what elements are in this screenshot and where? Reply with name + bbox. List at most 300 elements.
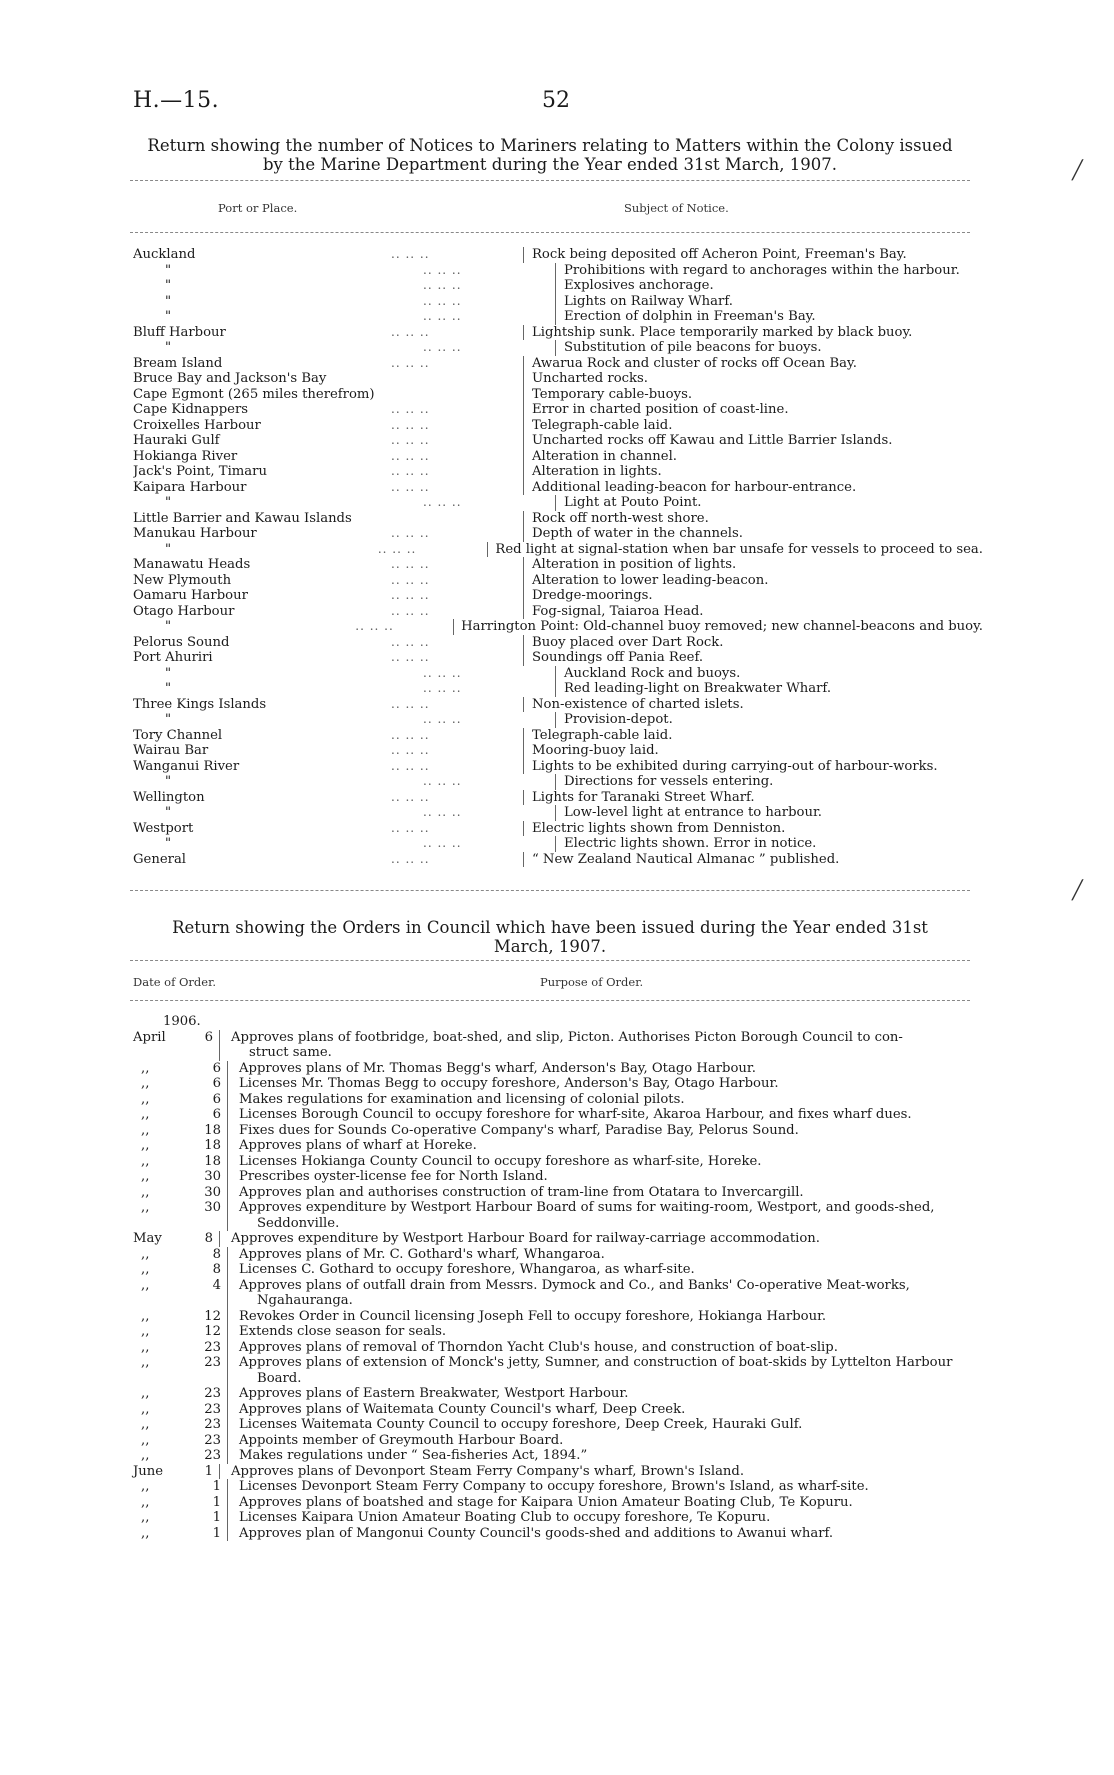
notices-title-line2: by the Marine Department during the Year ended 31st March, 1907. [262, 155, 838, 174]
notice-row [133, 356, 983, 372]
order-row [133, 1123, 983, 1139]
leader-dots: .. .. .. [391, 650, 430, 664]
notice-port: Bruce Bay and Jackson's Bay [133, 371, 327, 386]
order-row [133, 1200, 983, 1231]
order-month: June [133, 1463, 164, 1479]
notice-row [133, 852, 983, 868]
leader-dots: .. .. .. [423, 495, 462, 509]
leader-dots: .. .. .. [423, 836, 462, 850]
column-separator [227, 1355, 229, 1386]
order-purpose-text: Approves plans of wharf at Horeke. [239, 1138, 477, 1153]
order-day: 8 [212, 1246, 221, 1262]
order-day: 18 [204, 1153, 221, 1169]
notice-port: " [165, 541, 172, 557]
order-row [133, 1061, 983, 1077]
order-day: 23 [204, 1339, 221, 1355]
notice-port: Wanganui River [133, 758, 240, 774]
order-purpose-text: Approves plans of outfall drain from Messrs. Dymock and Co., and Banks' Co-operative Meat-works, [239, 1277, 910, 1293]
notices-table [133, 247, 983, 867]
order-day: 23 [204, 1417, 221, 1432]
order-purpose [239, 1123, 983, 1139]
notice-row [133, 495, 983, 511]
order-purpose [239, 1417, 983, 1433]
order-row [133, 1169, 983, 1185]
leader-dots: .. .. .. [423, 805, 462, 819]
orders-col-purpose: Purpose of Order. [540, 975, 644, 989]
order-row [133, 1464, 983, 1480]
order-purpose-text: Fixes dues for Sounds Co-operative Company's wharf, Paradise Bay, Pelorus Sound. [239, 1122, 799, 1138]
notice-row [133, 294, 983, 310]
notice-row [133, 542, 983, 558]
notice-port: Pelorus Sound [133, 634, 230, 650]
column-separator [523, 573, 528, 589]
order-month: ,, [141, 1401, 150, 1417]
order-day: 23 [204, 1432, 221, 1448]
column-separator [227, 1479, 229, 1495]
column-separator [555, 340, 560, 356]
leader-dots: .. .. .. [391, 758, 430, 773]
notice-subject: Temporary cable-buoys. [532, 386, 693, 402]
column-separator [523, 402, 528, 418]
column-separator [523, 821, 528, 837]
notices-col-port: Port or Place. [218, 201, 298, 215]
order-month: ,, [141, 1184, 150, 1200]
notice-subject: “ New Zealand Nautical Almanac ” published. [532, 851, 840, 867]
notice-row [133, 371, 983, 387]
order-day: 6 [212, 1076, 221, 1091]
document-reference: H.—15. [133, 88, 220, 113]
notice-subject: Lights to be exhibited during carrying-out of harbour-works. [532, 758, 938, 774]
order-month: ,, [141, 1060, 150, 1076]
column-separator [227, 1278, 229, 1309]
order-day: 6 [212, 1060, 221, 1076]
notice-port: " [165, 619, 172, 634]
notice-subject: Erection of dolphin in Freeman's Bay. [564, 309, 816, 324]
column-separator [227, 1495, 229, 1511]
column-separator [523, 371, 528, 387]
order-row [133, 1340, 983, 1356]
column-separator [523, 604, 528, 620]
notice-subject: Soundings off Pania Reef. [532, 650, 704, 665]
leader-dots: .. .. .. [391, 588, 430, 602]
order-month: ,, [141, 1432, 150, 1448]
leader-dots: .. .. .. [355, 619, 394, 633]
column-separator [523, 697, 528, 713]
order-purpose-continuation: Ngahauranga. [257, 1293, 353, 1308]
notice-subject: Substitution of pile beacons for buoys. [564, 340, 822, 355]
notice-row [133, 449, 983, 465]
notices-title [130, 136, 970, 174]
column-separator [227, 1076, 229, 1092]
notice-subject: Lights for Taranaki Street Wharf. [532, 789, 755, 805]
notice-row [133, 402, 983, 418]
column-separator [523, 526, 528, 542]
column-separator [523, 511, 528, 527]
order-purpose-continuation: Seddonville. [257, 1215, 340, 1231]
column-separator [219, 1464, 221, 1480]
column-separator [227, 1402, 229, 1418]
order-day: 1 [212, 1525, 221, 1541]
column-separator [555, 681, 560, 697]
leader-dots: .. .. .. [391, 743, 430, 757]
leader-dots: .. .. .. [377, 541, 417, 556]
order-purpose-text: Prescribes oyster-license fee for North Island. [239, 1169, 548, 1184]
order-month: ,, [141, 1417, 150, 1432]
notice-port: " [165, 293, 172, 309]
notice-row [133, 433, 983, 449]
column-separator [523, 557, 528, 573]
notice-row [133, 836, 983, 852]
notices-title-line1: Return showing the number of Notices to Mariners relating to Matters within the Colony issued [147, 136, 953, 155]
notice-port: " [165, 681, 172, 696]
notice-port: Port Ahuriri [133, 650, 213, 665]
notice-subject: Awarua Rock and cluster of rocks off Ocean Bay. [532, 355, 857, 371]
orders-title [130, 918, 970, 956]
notice-subject: Directions for vessels entering. [564, 774, 774, 789]
leader-dots: .. .. .. [391, 789, 430, 804]
column-separator [219, 1030, 221, 1061]
notice-subject: Uncharted rocks. [532, 371, 648, 386]
order-row [133, 1324, 983, 1340]
leader-dots: .. .. .. [391, 448, 430, 463]
column-separator [523, 790, 528, 806]
order-day: 4 [212, 1277, 221, 1293]
orders-title-line1: Return showing the Orders in Council which have been issued during the Year ended 31st [172, 918, 928, 937]
notice-subject: Red light at signal-station when bar unsafe for vessels to proceed to sea. [495, 541, 983, 557]
column-separator [555, 712, 560, 728]
order-month: ,, [141, 1169, 150, 1184]
order-purpose-text: Approves plans of footbridge, boat-shed, and slip, Picton. Authorises Picton Borough Council to con- [231, 1029, 903, 1045]
order-row [133, 1355, 983, 1386]
orders-header-rule [130, 1000, 970, 1001]
order-purpose [239, 1526, 983, 1542]
leader-dots: .. .. .. [391, 820, 430, 835]
margin-mark: ╱ [1072, 160, 1083, 181]
order-row [133, 1247, 983, 1263]
column-separator [555, 495, 560, 511]
order-day: 23 [204, 1386, 221, 1401]
notice-port: Tory Channel [133, 727, 223, 743]
column-separator [555, 278, 560, 294]
leader-dots: .. .. .. [423, 309, 462, 323]
column-separator [227, 1138, 229, 1154]
column-separator [523, 852, 528, 868]
leader-dots: .. .. .. [391, 727, 430, 742]
notice-port: Manukau Harbour [133, 526, 257, 541]
order-purpose-text: Approves plans of Devonport Steam Ferry Company's wharf, Brown's Island. [231, 1463, 745, 1479]
order-month: ,, [141, 1200, 150, 1215]
column-separator [523, 449, 528, 465]
notice-port: " [165, 805, 172, 820]
order-row [133, 1030, 983, 1061]
notice-subject: Telegraph-cable laid. [532, 727, 673, 743]
order-day: 30 [204, 1184, 221, 1200]
column-separator [219, 1231, 221, 1247]
column-separator [523, 759, 528, 775]
column-separator [555, 836, 560, 852]
order-purpose [239, 1495, 983, 1511]
order-day: 12 [204, 1308, 221, 1324]
order-row [133, 1495, 983, 1511]
notice-subject: Buoy placed over Dart Rock. [532, 634, 724, 650]
order-row [133, 1386, 983, 1402]
order-purpose-text: Extends close season for seals. [239, 1324, 447, 1339]
orders-year: 1906. [163, 1014, 201, 1029]
column-separator [555, 666, 560, 682]
order-day: 23 [204, 1355, 221, 1370]
order-month: ,, [141, 1494, 150, 1510]
column-separator [227, 1386, 229, 1402]
leader-dots: .. .. .. [423, 340, 462, 354]
order-row [133, 1309, 983, 1325]
column-separator [227, 1262, 229, 1278]
page-number: 52 [542, 88, 570, 113]
notice-row [133, 573, 983, 589]
column-separator [555, 309, 560, 325]
order-purpose [239, 1479, 983, 1495]
notice-row [133, 480, 983, 496]
notice-row [133, 309, 983, 325]
notice-row [133, 418, 983, 434]
column-separator [555, 294, 560, 310]
leader-dots: .. .. .. [391, 355, 430, 370]
order-month: ,, [141, 1076, 150, 1091]
margin-mark: ╱ [1072, 880, 1083, 901]
notice-row [133, 650, 983, 666]
order-purpose [231, 1464, 983, 1480]
notice-port: " [165, 340, 172, 355]
order-day: 1 [212, 1510, 221, 1525]
order-day: 6 [212, 1091, 221, 1107]
column-separator [227, 1169, 229, 1185]
leader-dots: .. .. .. [391, 526, 430, 540]
leader-dots: .. .. .. [391, 464, 430, 478]
order-row [133, 1262, 983, 1278]
order-purpose [231, 1231, 983, 1247]
notice-subject: Electric lights shown from Denniston. [532, 820, 786, 836]
order-purpose-text: Approves plans of removal of Thorndon Yacht Club's house, and construction of boat-slip. [239, 1339, 838, 1355]
notice-subject: Light at Pouto Point. [564, 495, 702, 510]
notice-row [133, 759, 983, 775]
order-row [133, 1138, 983, 1154]
column-separator [453, 619, 457, 635]
leader-dots: .. .. .. [423, 665, 462, 680]
notice-port: Wairau Bar [133, 743, 209, 758]
order-purpose [239, 1433, 983, 1449]
order-purpose [239, 1510, 983, 1526]
notice-port: Kaipara Harbour [133, 479, 247, 495]
notice-subject: Lights on Railway Wharf. [564, 293, 733, 309]
leader-dots: .. .. .. [391, 247, 430, 261]
notice-row [133, 728, 983, 744]
order-purpose [239, 1278, 983, 1309]
leader-dots: .. .. .. [391, 479, 430, 494]
order-purpose [239, 1355, 983, 1386]
leader-dots: .. .. .. [423, 278, 462, 292]
column-separator [555, 263, 560, 279]
notice-port: Cape Egmont (265 miles therefrom) [133, 386, 375, 402]
order-purpose-continuation: struct same. [249, 1045, 332, 1060]
notice-port: Three Kings Islands [133, 696, 267, 712]
notice-port: Hokianga River [133, 448, 238, 464]
column-separator [523, 387, 528, 403]
notice-subject: Non-existence of charted islets. [532, 696, 744, 712]
orders-table [133, 1014, 983, 1541]
order-purpose-text: Approves plans of Waitemata County Council's wharf, Deep Creek. [239, 1401, 686, 1417]
column-separator [523, 635, 528, 651]
notice-port: Cape Kidnappers [133, 402, 249, 417]
order-row [133, 1185, 983, 1201]
order-day: 6 [204, 1029, 213, 1045]
order-purpose [231, 1030, 983, 1061]
notice-port: " [165, 774, 172, 789]
leader-dots: .. .. .. [391, 417, 430, 432]
column-separator [523, 743, 528, 759]
column-separator [523, 433, 528, 449]
leader-dots: .. .. .. [391, 696, 430, 711]
notice-subject: Additional leading-beacon for harbour-entrance. [532, 479, 857, 495]
notice-row [133, 278, 983, 294]
order-purpose [239, 1092, 983, 1108]
column-separator [227, 1340, 229, 1356]
order-row [133, 1278, 983, 1309]
notice-subject: Alteration in position of lights. [532, 557, 737, 572]
notice-row [133, 635, 983, 651]
notice-subject: Electric lights shown. Error in notice. [564, 836, 817, 851]
order-purpose-text: Appoints member of Greymouth Harbour Board. [239, 1432, 564, 1448]
notice-port: " [165, 262, 172, 278]
order-purpose [239, 1448, 983, 1464]
notice-port: General [133, 851, 187, 867]
notice-subject: Rock off north-west shore. [532, 510, 709, 526]
order-month: ,, [141, 1355, 150, 1370]
column-separator [555, 774, 560, 790]
order-month: ,, [141, 1091, 150, 1107]
order-row [133, 1417, 983, 1433]
notice-row [133, 712, 983, 728]
order-month: ,, [141, 1138, 150, 1153]
order-purpose-text: Licenses Borough Council to occupy foreshore for wharf-site, Akaroa Harbour, and fixes wharf dues. [239, 1107, 912, 1122]
notice-port: Little Barrier and Kawau Islands [133, 510, 352, 526]
order-day: 1 [212, 1494, 221, 1510]
column-separator [523, 728, 528, 744]
notice-subject: Prohibitions with regard to anchorages within the harbour. [564, 262, 960, 278]
notice-subject: Low-level light at entrance to harbour. [564, 805, 822, 820]
order-purpose [239, 1340, 983, 1356]
notice-row [133, 821, 983, 837]
order-month: ,, [141, 1324, 150, 1339]
order-month: April [133, 1029, 166, 1045]
notice-subject: Dredge-moorings. [532, 588, 653, 603]
notice-subject: Explosives anchorage. [564, 278, 714, 293]
notice-port: Westport [133, 820, 194, 836]
order-purpose [239, 1386, 983, 1402]
notice-port: New Plymouth [133, 572, 232, 588]
notice-row [133, 588, 983, 604]
notice-subject: Harrington Point: Old-channel buoy removed; new channel-beacons and buoy. [461, 619, 984, 634]
notice-row [133, 805, 983, 821]
column-separator [523, 650, 528, 666]
notice-row [133, 526, 983, 542]
order-row [133, 1402, 983, 1418]
order-purpose [239, 1324, 983, 1340]
notice-row [133, 619, 983, 635]
notice-row [133, 247, 983, 263]
column-separator [227, 1247, 229, 1263]
order-day: 18 [204, 1138, 221, 1153]
notice-port: Wellington [133, 789, 205, 805]
order-purpose-text: Approves plan and authorises construction of tram-line from Otatara to Invercargill. [239, 1184, 804, 1200]
order-row [133, 1231, 983, 1247]
order-purpose-text: Makes regulations under “ Sea-fisheries Act, 1894.” [239, 1448, 588, 1463]
order-row [133, 1448, 983, 1464]
column-separator [227, 1417, 229, 1433]
order-purpose-text: Approves plans of Mr. Thomas Begg's wharf, Anderson's Bay, Otago Harbour. [239, 1060, 756, 1076]
notice-port: " [165, 665, 172, 681]
leader-dots: .. .. .. [423, 774, 462, 788]
notice-subject: Alteration in lights. [532, 464, 662, 479]
leader-dots: .. .. .. [423, 262, 462, 277]
leader-dots: .. .. .. [391, 324, 430, 339]
order-day: 6 [212, 1107, 221, 1122]
notice-subject: Lightship sunk. Place temporarily marked by black buoy. [532, 324, 913, 340]
order-purpose [239, 1200, 983, 1231]
column-separator [523, 480, 528, 496]
notice-port: " [165, 712, 172, 727]
notice-subject: Provision-depot. [564, 712, 673, 727]
notice-subject: Auckland Rock and buoys. [564, 665, 741, 681]
order-purpose [239, 1061, 983, 1077]
order-month: ,, [141, 1479, 150, 1494]
notice-row [133, 604, 983, 620]
order-month: ,, [141, 1153, 150, 1169]
column-separator [227, 1448, 229, 1464]
column-separator [227, 1309, 229, 1325]
order-row [133, 1092, 983, 1108]
order-month: ,, [141, 1246, 150, 1262]
leader-dots: .. .. .. [391, 557, 430, 571]
notice-row [133, 557, 983, 573]
notice-subject: Telegraph-cable laid. [532, 417, 673, 433]
notice-subject: Alteration to lower leading-beacon. [532, 572, 769, 588]
leader-dots: .. .. .. [423, 681, 462, 695]
order-row [133, 1154, 983, 1170]
order-purpose [239, 1402, 983, 1418]
order-purpose-text: Licenses Kaipara Union Amateur Boating Club to occupy foreshore, Te Kopuru. [239, 1510, 771, 1525]
order-purpose-text: Makes regulations for examination and licensing of colonial pilots. [239, 1091, 685, 1107]
order-purpose [239, 1076, 983, 1092]
notice-row [133, 387, 983, 403]
column-separator [523, 418, 528, 434]
order-month: May [133, 1231, 162, 1246]
notice-port: Jack's Point, Timaru [133, 464, 267, 479]
order-day: 12 [204, 1324, 221, 1339]
column-separator [227, 1433, 229, 1449]
column-separator [227, 1107, 229, 1123]
leader-dots: .. .. .. [391, 603, 430, 618]
notice-row [133, 774, 983, 790]
column-separator [523, 325, 528, 341]
order-row [133, 1433, 983, 1449]
notice-row [133, 681, 983, 697]
order-purpose-text: Approves expenditure by Westport Harbour Board of sums for waiting-room, Westport, and goods-shed, [239, 1200, 935, 1215]
order-purpose-text: Approves plans of extension of Monck's jetty, Sumner, and construction of boat-skids by Lyttelton Harbour [239, 1355, 953, 1370]
order-purpose-text: Approves expenditure by Westport Harbour Board for railway-carriage accommodation. [231, 1231, 820, 1246]
leader-dots: .. .. .. [391, 572, 430, 587]
notice-subject: Red leading-light on Breakwater Wharf. [564, 681, 832, 696]
order-purpose [239, 1185, 983, 1201]
order-purpose-text: Approves plans of Eastern Breakwater, Westport Harbour. [239, 1386, 629, 1401]
